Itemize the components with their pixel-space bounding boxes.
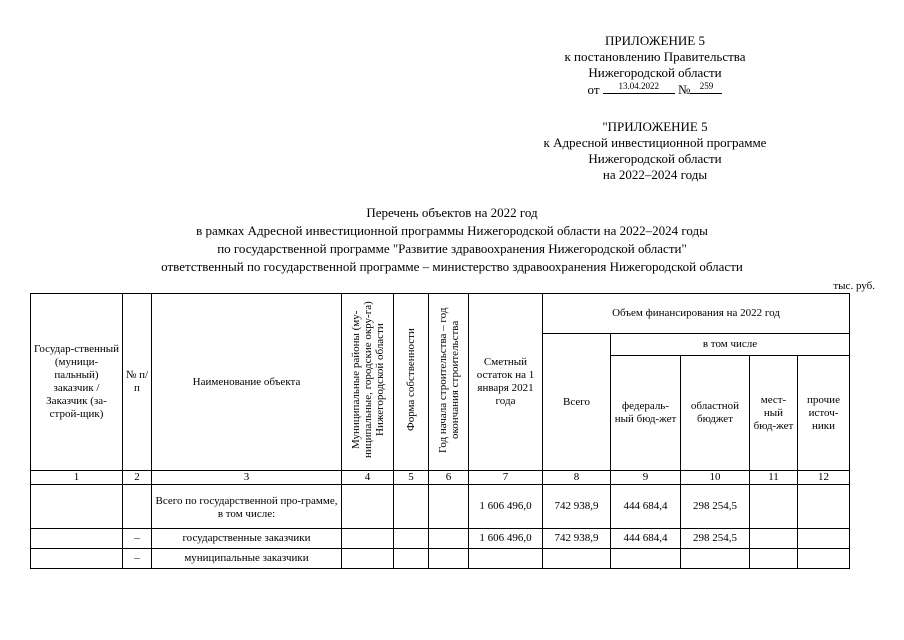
cell-municipal: [342, 529, 394, 549]
header-local: мест-ный бюд-жет: [750, 356, 798, 471]
list-title-line-2: в рамках Адресной инвестиционной программы Нижегородской области на 2022–2024 годы: [196, 223, 708, 238]
cell-estimate: 1 606 496,0: [469, 529, 543, 549]
cell-local: [750, 549, 798, 569]
cell-object: государственные заказчики: [152, 529, 342, 549]
header-municipal: Муниципальные районы (му-ниципальные, городские окру-га) Нижегородской области: [349, 301, 386, 459]
table-row: [31, 549, 850, 569]
cell-object: Всего по государственной про-грамме, в том числе:: [152, 485, 342, 529]
header-years: Год начала строительства – год окончания строительства: [436, 307, 461, 453]
program-appendix-line-1: к Адресной инвестиционной программе: [543, 135, 767, 150]
list-title: [0, 204, 904, 276]
cell-customer: [31, 529, 123, 549]
header-ownership: Форма собственности: [405, 328, 417, 432]
cell-municipal: [342, 549, 394, 569]
cell-other: [798, 549, 850, 569]
cell-federal: [611, 549, 681, 569]
header-funding: Объем финансирования на 2022 год: [543, 294, 850, 334]
column-number: 7: [469, 471, 543, 485]
program-appendix-header: [505, 119, 805, 183]
column-number: 10: [681, 471, 750, 485]
cell-federal: 444 684,4: [611, 529, 681, 549]
from-label: от: [587, 82, 600, 97]
cell-estimate: [469, 549, 543, 569]
column-number: 3: [152, 471, 342, 485]
cell-total: 742 938,9: [543, 529, 611, 549]
cell-federal: 444 684,4: [611, 485, 681, 529]
column-number: 8: [543, 471, 611, 485]
column-number: 11: [750, 471, 798, 485]
program-appendix-title: "ПРИЛОЖЕНИЕ 5: [602, 119, 708, 134]
appendix-date-line: [505, 81, 805, 97]
cell-years: [429, 549, 469, 569]
header-estimate: Сметный остаток на 1 января 2021 года: [469, 294, 543, 471]
column-number: 4: [342, 471, 394, 485]
cell-num: [123, 485, 152, 529]
column-number: 5: [394, 471, 429, 485]
number-value: 259: [699, 81, 714, 91]
units-label: тыс. руб.: [833, 280, 875, 292]
cell-total: [543, 549, 611, 569]
cell-local: [750, 485, 798, 529]
column-number: 9: [611, 471, 681, 485]
header-including: в том числе: [611, 334, 850, 356]
cell-other: [798, 529, 850, 549]
objects-table: [30, 293, 850, 569]
header-object: Наименование объекта: [152, 294, 342, 471]
cell-years: [429, 485, 469, 529]
header-years-cell: [429, 294, 469, 471]
program-appendix-line-2: Нижегородской области: [588, 151, 722, 166]
number-field: [690, 81, 722, 94]
header-federal: федераль-ный бюд-жет: [611, 356, 681, 471]
appendix-header: [505, 33, 805, 97]
column-number: 12: [798, 471, 850, 485]
cell-municipal: [342, 485, 394, 529]
header-total: Всего: [543, 334, 611, 471]
date-field: [603, 81, 675, 94]
number-label: №: [678, 82, 691, 97]
header-customer: Государ-ственный (муници-пальный) заказчик / Заказчик (за-строй-щик): [31, 294, 123, 471]
list-title-line-4: ответственный по государственной программе – министерство здравоохранения Нижегородской области: [161, 259, 743, 274]
program-appendix-line-3: на 2022–2024 годы: [602, 167, 708, 182]
appendix-line-2: Нижегородской области: [588, 65, 722, 80]
cell-ownership: [394, 485, 429, 529]
table-row: [31, 529, 850, 549]
header-ownership-cell: [394, 294, 429, 471]
cell-regional: 298 254,5: [681, 529, 750, 549]
cell-regional: [681, 549, 750, 569]
cell-regional: 298 254,5: [681, 485, 750, 529]
column-number: 2: [123, 471, 152, 485]
cell-num: –: [123, 549, 152, 569]
list-title-line-3: по государственной программе "Развитие здравоохранения Нижегородской области": [217, 241, 687, 256]
list-title-line-1: Перечень объектов на 2022 год: [366, 205, 538, 220]
column-number: 6: [429, 471, 469, 485]
cell-object: муниципальные заказчики: [152, 549, 342, 569]
header-municipal-cell: [342, 294, 394, 471]
cell-ownership: [394, 529, 429, 549]
cell-customer: [31, 549, 123, 569]
cell-ownership: [394, 549, 429, 569]
header-row-1: [31, 294, 850, 334]
cell-local: [750, 529, 798, 549]
header-other: прочие источ-ники: [798, 356, 850, 471]
cell-years: [429, 529, 469, 549]
table-row: [31, 485, 850, 529]
cell-other: [798, 485, 850, 529]
cell-num: –: [123, 529, 152, 549]
column-number: 1: [31, 471, 123, 485]
column-numbers-row: [31, 471, 850, 485]
header-num: № п/п: [123, 294, 152, 471]
appendix-title: ПРИЛОЖЕНИЕ 5: [605, 33, 705, 48]
cell-total: 742 938,9: [543, 485, 611, 529]
cell-estimate: 1 606 496,0: [469, 485, 543, 529]
header-regional: областной бюджет: [681, 356, 750, 471]
date-value: 13.04.2022: [618, 81, 660, 91]
appendix-line-1: к постановлению Правительства: [564, 49, 746, 64]
cell-customer: [31, 485, 123, 529]
